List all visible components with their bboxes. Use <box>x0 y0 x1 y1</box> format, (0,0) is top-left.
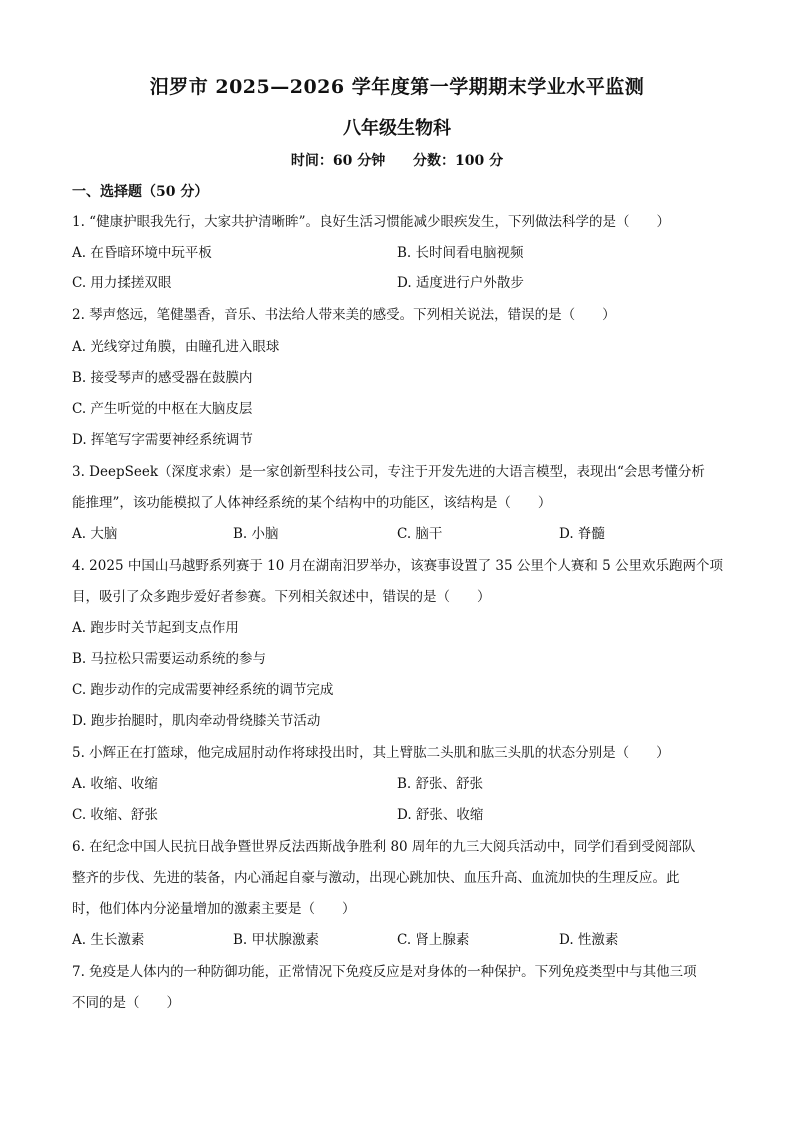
question-5-option-c: C. 收缩、舒张 <box>72 807 158 823</box>
question-4-stem-line-2: 目，吸引了众多跑步爱好者参赛。下列相关叙述中，错误的是（ ） <box>72 589 491 605</box>
exam-meta <box>0 150 794 170</box>
question-3-stem-line-2: 能推理”，该功能模拟了人体神经系统的某个结构中的功能区，该结构是（ ） <box>72 495 552 511</box>
exam-time: 时间：60 分钟 <box>290 153 386 169</box>
question-4-option-a: A. 跑步时关节起到支点作用 <box>72 620 239 636</box>
question-6-option-b: B. 甲状腺激素 <box>233 932 320 948</box>
question-5-option-a: A. 收缩、收缩 <box>72 776 158 792</box>
question-3-option-c: C. 脑干 <box>397 526 443 542</box>
question-6-stem-line-3: 时，他们体内分泌量增加的激素主要是（ ） <box>72 901 356 917</box>
question-3-option-b: B. 小脑 <box>233 526 279 542</box>
question-4-option-d: D. 跑步抬腿时，肌肉牵动骨绕膝关节活动 <box>72 713 321 729</box>
exam-title: 汨罗市 2025—2026 学年度第一学期期末学业水平监测 <box>149 76 645 98</box>
question-5-option-d: D. 舒张、收缩 <box>397 807 484 823</box>
question-2-stem: 2. 琴声悠远，笔健墨香，音乐、书法给人带来美的感受。下列相关说法，错误的是（ ） <box>72 307 616 323</box>
question-2-option-b: B. 接受琴声的感受器在鼓膜内 <box>72 370 253 386</box>
question-2-option-a: A. 光线穿过角膜，由瞳孔进入眼球 <box>72 339 280 355</box>
exam-score: 分数：100 分 <box>413 153 504 169</box>
exam-subject: 八年级生物科 <box>343 118 451 139</box>
question-3-stem-line-1: 3. DeepSeek（深度求索）是一家创新型科技公司，专注于开发先进的大语言模型，表现出“会思考懂分析 <box>72 464 705 480</box>
question-1-option-b: B. 长时间看电脑视频 <box>397 245 524 261</box>
question-1-option-d: D. 适度进行户外散步 <box>397 275 524 291</box>
question-6-option-c: C. 肾上腺素 <box>397 932 470 948</box>
question-1-option-c: C. 用力揉搓双眼 <box>72 275 172 291</box>
question-2-option-d: D. 挥笔写字需要神经系统调节 <box>72 432 253 448</box>
question-7-stem-line-2: 不同的是（ ） <box>72 995 180 1011</box>
question-6-option-a: A. 生长激素 <box>72 932 145 948</box>
question-4-stem-line-1: 4. 2025 中国山马越野系列赛于 10 月在湖南汨罗举办，该赛事设置了 35 公里个人赛和 5 公里欢乐跑两个项 <box>72 558 724 574</box>
question-5-stem: 5. 小辉正在打篮球，他完成屈肘动作将球投出时，其上臂肱二头肌和肱三头肌的状态分别是（ ） <box>72 745 670 761</box>
question-6-stem-line-1: 6. 在纪念中国人民抗日战争暨世界反法西斯战争胜利 80 周年的九三大阅兵活动中，同学们看到受阅部队 <box>72 839 696 855</box>
question-4-option-c: C. 跑步动作的完成需要神经系统的调节完成 <box>72 682 334 698</box>
section-title: 一、选择题（50 分） <box>72 184 209 200</box>
question-1-option-a: A. 在昏暗环境中玩平板 <box>72 245 212 261</box>
question-5-option-b: B. 舒张、舒张 <box>397 776 484 792</box>
question-2-option-c: C. 产生听觉的中枢在大脑皮层 <box>72 401 253 417</box>
question-6-stem-line-2: 整齐的步伐、先进的装备，内心涌起自豪与激动，出现心跳加快、血压升高、血流加快的生理反应。此 <box>72 870 680 886</box>
question-7-stem-line-1: 7. 免疫是人体内的一种防御功能，正常情况下免疫反应是对身体的一种保护。下列免疫类型中与其他三项 <box>72 964 697 980</box>
question-6-option-d: D. 性激素 <box>559 932 619 948</box>
question-3-option-a: A. 大脑 <box>72 526 118 542</box>
question-4-option-b: B. 马拉松只需要运动系统的参与 <box>72 651 267 667</box>
question-1-stem: 1. “健康护眼我先行，大家共护清晰眸”。良好生活习惯能减少眼疾发生，下列做法科学的是（ ） <box>72 214 670 230</box>
question-3-option-d: D. 脊髓 <box>559 526 605 542</box>
